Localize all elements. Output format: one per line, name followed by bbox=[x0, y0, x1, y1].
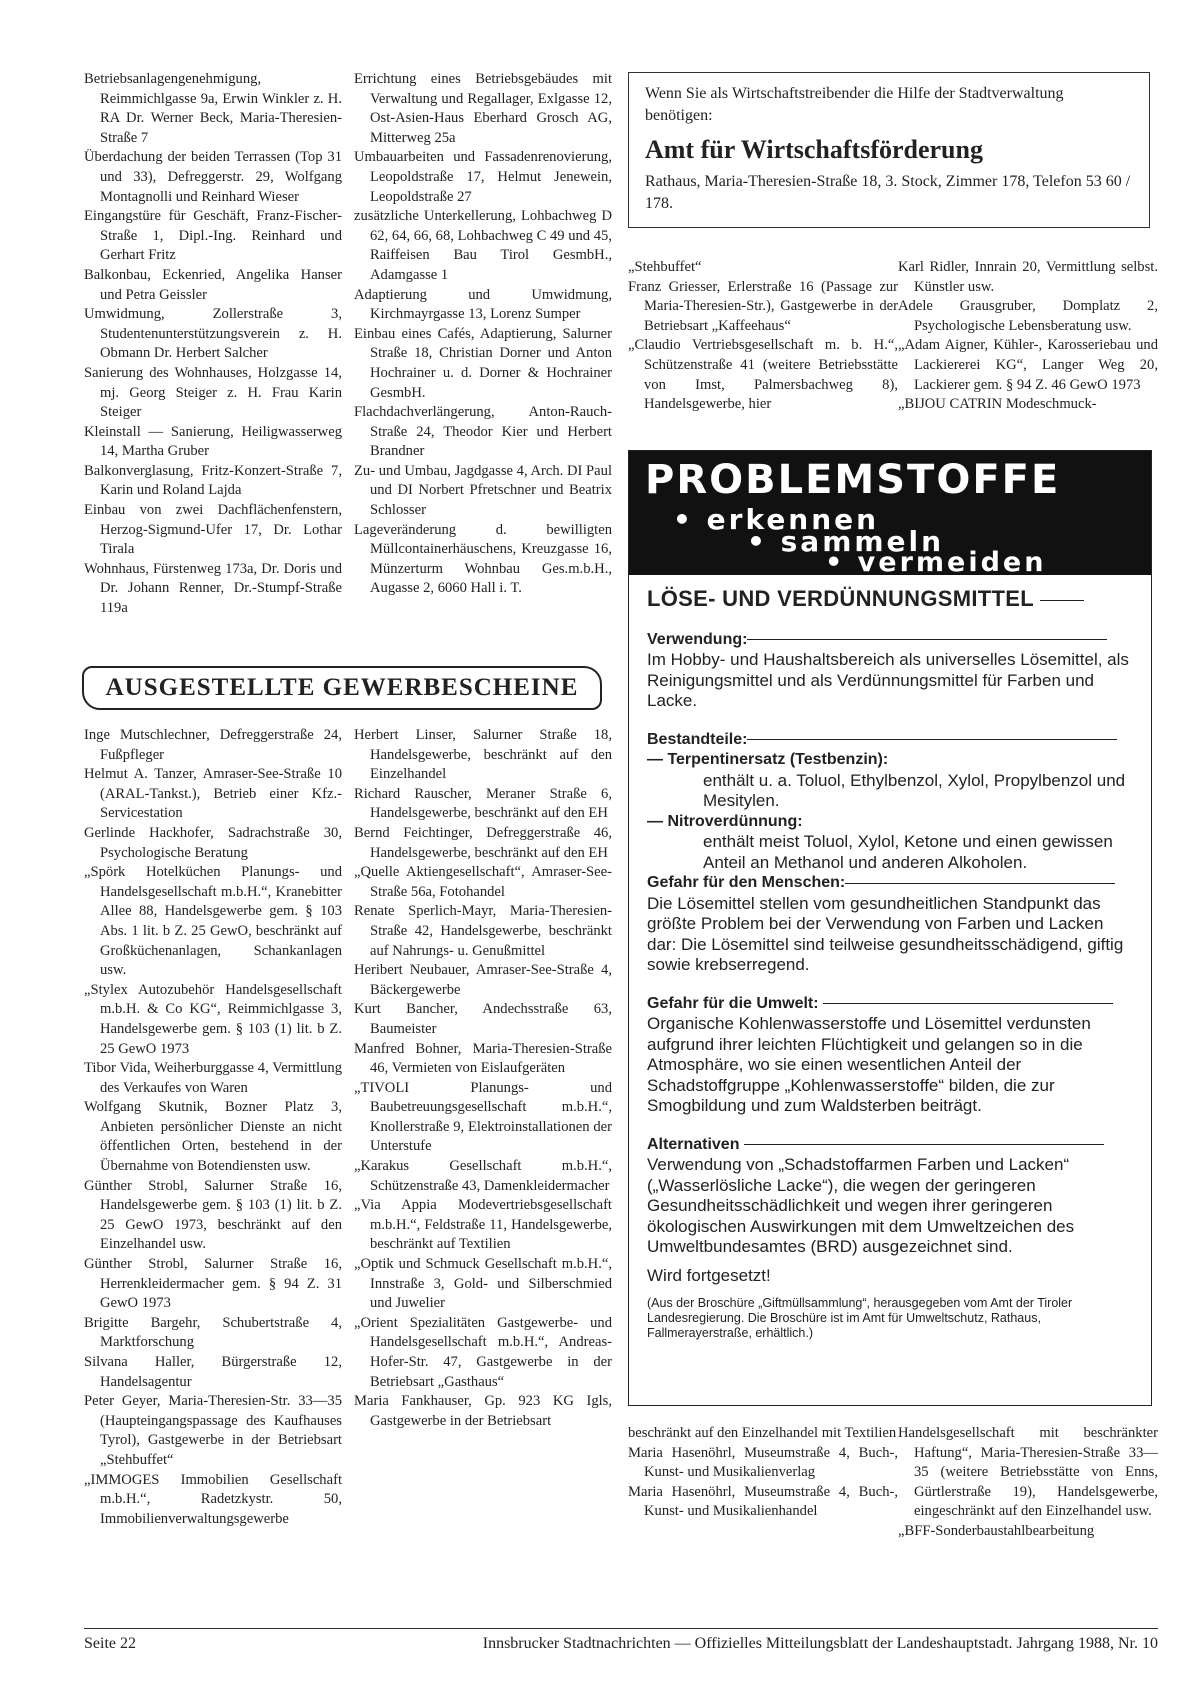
list-item: Silvana Haller, Bürgerstraße 12, Handelsagentur bbox=[84, 1354, 342, 1390]
section-heading-gewerbescheine: AUSGESTELLTE GEWERBESCHEINE bbox=[82, 666, 602, 710]
list-item: Adaptierung und Umwidmung, Kirchmayrgasse 13, Lorenz Sumper bbox=[354, 286, 612, 323]
problemstoffe-title: PROBLEMSTOFFE bbox=[645, 457, 1061, 503]
list-item: „Claudio Vertriebsgesellschaft m. b. H.“, Schützenstraße 41 (weitere Betriebsstätte von Imst, Palmersbachweg 8), Handelsgewerbe, hier bbox=[628, 337, 898, 413]
list-item: Günther Strobl, Salurner Straße 16, Handelsgewerbe gem. § 103 (1) lit. b Z. 25 GewO 1973, beschränkt auf den Einzelhandel usw. bbox=[84, 1177, 342, 1253]
list-item: Sanierung des Wohnhauses, Holzgasse 14, mj. Georg Steiger z. H. Frau Karin Steiger bbox=[84, 364, 342, 421]
source-note: (Aus der Broschüre „Giftmüllsammlung“, herausgegeben vom Amt der Tiroler Landesregierung. Die Broschüre ist im Amt für Umweltschutz, Rathaus, Fallmerayerstraße, erhältlich.) bbox=[647, 1296, 1073, 1340]
page-number: Seite 22 bbox=[84, 1635, 136, 1652]
list-item: „Via Appia Modevertriebsgesellschaft m.b.H.“, Feldstraße 11, Handelsgewerbe, beschränkt auf Textilien bbox=[354, 1197, 612, 1253]
amt-intro: Wenn Sie als Wirtschaftstreibender die Hilfe der Stadtverwaltung benötigen: bbox=[645, 85, 1064, 124]
list-item: Brigitte Bargehr, Schubertstraße 4, Marktforschung bbox=[84, 1314, 342, 1351]
list-item: Betriebsanlagengenehmigung, Reimmichlgasse 9a, Erwin Winkler z. H. RA Dr. Werner Beck, Maria-Theresien-Straße 7 bbox=[84, 71, 342, 146]
list-item: Franz Griesser, Erlerstraße 16 (Passage zur Maria-Theresien-Str.), Gastgewerbe in der Betriebsart „Kaffeehaus“ bbox=[628, 278, 898, 334]
list-item: „Karakus Gesellschaft m.b.H.“, Schützenstraße 43, Damenkleidermacher bbox=[354, 1158, 612, 1194]
list-item: „Quelle Aktiengesellschaft“, Amraser-See-Straße 56a, Fotohandel bbox=[354, 864, 612, 900]
list-item: Kleinstall — Sanierung, Heiligwasserweg 14, Martha Gruber bbox=[84, 423, 342, 460]
rule bbox=[747, 738, 1117, 740]
list-item: Zu- und Umbau, Jagdgasse 4, Arch. DI Paul und DI Norbert Pfretschner und Beatrix Schlosser bbox=[354, 462, 612, 519]
list-item: Maria Hasenöhrl, Museumstraße 4, Buch-, Kunst- und Musikalienhandel bbox=[628, 1483, 898, 1520]
list-item: Herbert Linser, Salurner Straße 18, Handelsgewerbe, beschränkt auf den Einzelhandel bbox=[354, 727, 612, 783]
list-item: Errichtung eines Betriebsgebäudes mit Verwaltung und Regallager, Exlgasse 12, Ost-Asien-Haus Eberhard Grosch AG, Mitterweg 25a bbox=[354, 71, 612, 146]
list-item: Adele Grausgruber, Domplatz 2, Psychologische Lebensberatung usw. bbox=[898, 298, 1158, 334]
bullet-sammeln: • sammeln bbox=[747, 525, 945, 558]
list-item: Umbauarbeiten und Fassadenrenovierung, Leopoldstraße 17, Helmut Jenewein, Leopoldstraße 27 bbox=[354, 149, 612, 205]
rule bbox=[747, 638, 1107, 640]
list-item: Bernd Feichtinger, Defreggerstraße 46, Handelsgewerbe, beschränkt auf den EH bbox=[354, 824, 612, 861]
list-item: Richard Rauscher, Meraner Straße 6, Handelsgewerbe, beschränkt auf den EH bbox=[354, 785, 612, 822]
list-item: „BIJOU CATRIN Modeschmuck- bbox=[898, 396, 1097, 413]
rule bbox=[845, 882, 1115, 884]
verwendung-text: Im Hobby- und Haushaltsbereich als universelles Lösemittel, als Reinigungsmittel und als Verdünnungsmittel für Farben und Lacke. bbox=[647, 650, 1129, 710]
list-item: Heribert Neubauer, Amraser-See-Straße 4, Bäckergewerbe bbox=[354, 962, 612, 998]
list-item: Maria Fankhauser, Gp. 923 KG Igls, Gastgewerbe in der Betriebsart bbox=[354, 1393, 612, 1429]
alternativen-text: Verwendung von „Schadstoffarmen Farben und Lacken“ („Wasserlösliche Lacke“), die wegen der geringeren Gesundheitsschädlichkeit und wegen ihrer geringeren ökologischen Auswirkungen mit dem Umweltzeichen des Umweltbundesamtes (BRD) ausgezeichnet sind. bbox=[647, 1155, 1075, 1256]
problemstoffe-body bbox=[629, 575, 1151, 1341]
verwendung-label: Verwendung: bbox=[647, 630, 1133, 651]
permits-column-2 bbox=[354, 70, 612, 599]
licenses-column-3b bbox=[898, 258, 1158, 415]
list-item: Gerlinde Hackhofer, Sadrachstraße 30, Psychologische Beratung bbox=[84, 824, 342, 861]
problemstoffe-heading: LÖSE- UND VERDÜNNUNGSMITTEL bbox=[647, 589, 1133, 610]
list-item: Inge Mutschlechner, Defreggerstraße 24, Fußpfleger bbox=[84, 727, 342, 763]
list-item: „Orient Spezialitäten Gastgewerbe- und Handelsgesellschaft m.b.H.“, Andreas-Hofer-Str. 47, Gastgewerbe in der Betriebsart „Gasthaus“ bbox=[354, 1314, 612, 1390]
permits-column-1 bbox=[84, 70, 342, 619]
licenses-column-3c bbox=[628, 1424, 898, 1522]
list-item: Handelsgesellschaft mit beschränkter Haftung“, Maria-Theresien-Straße 33—35 (weitere Betriebsstätte von Enns, Gürtlerstraße 19), Handelsgewerbe, eingeschränkt auf den Einzelhandel usw. bbox=[898, 1425, 1158, 1520]
alternativen-label: Alternativen bbox=[647, 1135, 1133, 1156]
list-item: „Optik und Schmuck Gesellschaft m.b.H.“, Innstraße 3, Gold- und Silberschmied und Juwelier bbox=[354, 1256, 612, 1312]
licenses-column-1 bbox=[84, 726, 342, 1529]
list-item: Wohnhaus, Fürstenweg 173a, Dr. Doris und Dr. Johann Renner, Dr.-Stumpf-Straße 119a bbox=[84, 560, 342, 617]
list-item: Eingangstüre für Geschäft, Franz-Fischer-Straße 1, Dipl.-Ing. Reinhard und Gerhart Fritz bbox=[84, 208, 342, 264]
heading-rule bbox=[1040, 599, 1084, 601]
nitro-text: enthält meist Toluol, Xylol, Ketone und einen gewissen Anteil an Methanol und anderen Alkoholen. bbox=[703, 832, 1113, 872]
mensch-label: Gefahr für den Menschen: bbox=[647, 873, 1133, 894]
page-footer bbox=[84, 1628, 1158, 1653]
amt-info-box bbox=[628, 72, 1150, 228]
mensch-text: Die Lösemittel stellen vom gesundheitlichen Standpunkt das größte Problem bei der Verwendung von Farben und Lacken dar: Die Lösemittel sind teilweise gesundheitsschädigend, giftig sowie krebserregend. bbox=[647, 893, 1124, 974]
list-item: Überdachung der beiden Terrassen (Top 31 und 33), Defreggerstr. 29, Wolfgang Montagnolli und Reinhard Wieser bbox=[84, 149, 342, 205]
licenses-column-3d bbox=[898, 1424, 1158, 1542]
list-item: Wolfgang Skutnik, Bozner Platz 3, Anbieten persönlicher Dienste an nicht öffentlichen Orten, bestehend in der Übernahme von Botendiensten usw. bbox=[84, 1099, 342, 1175]
list-item: Renate Sperlich-Mayr, Maria-Theresien-Straße 42, Handelsgewerbe, beschränkt auf Nahrungs- u. Genußmittel bbox=[354, 903, 612, 959]
list-item: „Stylex Autozubehör Handelsgesellschaft m.b.H. & Co KG“, Reimmichlgasse 3, Handelsgewerbe gem. § 103 (1) lit. b Z. 25 GewO 1973 bbox=[84, 981, 342, 1057]
continued-note: Wird fortgesetzt! bbox=[647, 1265, 771, 1285]
list-item: Manfred Bohner, Maria-Theresien-Straße 46, Vermieten von Eislaufgeräten bbox=[354, 1040, 612, 1077]
problemstoffe-box bbox=[628, 450, 1152, 1406]
list-item: Balkonverglasung, Fritz-Konzert-Straße 7, Karin und Roland Lajda bbox=[84, 462, 342, 499]
list-item: Einbau eines Cafés, Adaptierung, Salurner Straße 18, Christian Dorner und Anton Hochrainer u. d. Dorner & Hochrainer GesmbH. bbox=[354, 325, 612, 401]
list-item: beschränkt auf den Einzelhandel mit Textilien bbox=[628, 1425, 897, 1441]
list-item: Karl Ridler, Innrain 20, Vermittlung selbst. Künstler usw. bbox=[898, 259, 1158, 295]
list-item: Einbau von zwei Dachflächenfenstern, Herzog-Sigmund-Ufer 17, Dr. Lothar Tirala bbox=[84, 502, 342, 558]
list-item: Maria Hasenöhrl, Museumstraße 4, Buch-, Kunst- und Musikalienverlag bbox=[628, 1444, 898, 1481]
umwelt-text: Organische Kohlenwasserstoffe und Lösemittel verdunsten aufgrund ihrer leichten Flüchtigkeit und gelangen so in die Atmosphäre, wo sie einen wesentlichen Anteil der Schadstoffgruppe „Kohlenwasserstoffe“ bilden, die zur Smogbildung und zum Waldsterben beiträgt. bbox=[647, 1014, 1091, 1115]
list-item: Flachdachverlängerung, Anton-Rauch-Straße 24, Theodor Kier und Herbert Brandner bbox=[354, 404, 612, 460]
list-item: Helmut A. Tanzer, Amraser-See-Straße 10 (ARAL-Tankst.), Betrieb einer Kfz.-Servicestation bbox=[84, 766, 342, 822]
list-item: zusätzliche Unterkellerung, Lohbachweg D 62, 64, 66, 68, Lohbachweg C 49 und 45, Raiffeisen Bau Tirol GesmbH., Adamgasse 1 bbox=[354, 208, 612, 283]
list-item: Kurt Bancher, Andechsstraße 63, Baumeister bbox=[354, 1001, 612, 1037]
problemstoffe-header bbox=[629, 451, 1151, 578]
terpentin-label: — Terpentinersatz (Testbenzin): bbox=[647, 751, 889, 768]
list-item: „Adam Aigner, Kühler-, Karosseriebau und Lackiererei KG“, Langer Weg 20, Lackierer gem. § 94 Z. 46 GewO 1973 bbox=[898, 337, 1158, 393]
bullet-erkennen: • erkennen bbox=[673, 503, 880, 536]
licenses-column-2 bbox=[354, 726, 612, 1431]
publication-line: Innsbrucker Stadtnachrichten — Offizielles Mitteilungsblatt der Landeshauptstadt. Jahrgang 1988, Nr. 10 bbox=[482, 1635, 1158, 1652]
list-item: Peter Geyer, Maria-Theresien-Str. 33—35 (Haupteingangspassage des Kaufhauses Tyrol), Gastgewerbe in der Betriebsart „Stehbuffet“ bbox=[84, 1393, 342, 1468]
list-item: Balkonbau, Eckenried, Angelika Hanser und Petra Geissler bbox=[84, 266, 342, 303]
list-item: Lageveränderung d. bewilligten Müllcontainerhäuschens, Kreuzgasse 16, Münzerturm Wohnbau Ges.m.b.H., Augasse 2, 6060 Hall i. T. bbox=[354, 521, 612, 597]
licenses-column-3a bbox=[628, 258, 898, 415]
rule bbox=[823, 1002, 1113, 1004]
bestandteile-label: Bestandteile: bbox=[647, 730, 1133, 751]
list-item: Umwidmung, Zollerstraße 3, Studentenunterstützungsverein z. H. Obmann Dr. Herbert Salcher bbox=[84, 306, 342, 362]
list-item: Tibor Vida, Weiherburggasse 4, Vermittlung des Verkaufes von Waren bbox=[84, 1060, 342, 1096]
list-item: „IMMOGES Immobilien Gesellschaft m.b.H.“, Radetzkystr. 50, Immobilienverwaltungsgewerbe bbox=[84, 1471, 342, 1527]
nitro-label: — Nitroverdünnung: bbox=[647, 812, 803, 830]
list-item: „Spörk Hotelküchen Planungs- und Handelsgesellschaft m.b.H.“, Kranebitter Allee 88, Handelsgewerbe gem. § 103 Abs. 1 lit. b Z. 25 GewO, beschränkt auf Großküchenanlagen, Schankanlagen usw. bbox=[84, 864, 342, 979]
umwelt-label: Gefahr für die Umwelt: bbox=[647, 994, 1133, 1015]
list-item: Günther Strobl, Salurner Straße 16, Herrenkleidermacher gem. § 94 Z. 31 GewO 1973 bbox=[84, 1256, 342, 1312]
list-item: „TIVOLI Planungs- und Baubetreuungsgesellschaft m.b.H.“, Knollerstraße 9, Elektroinstallationen der Unterstufe bbox=[354, 1079, 612, 1155]
rule bbox=[744, 1143, 1104, 1145]
terpentin-text: enthält u. a. Toluol, Ethylbenzol, Xylol, Propylbenzol und Mesitylen. bbox=[703, 770, 1126, 810]
amt-address: Rathaus, Maria-Theresien-Straße 18, 3. Stock, Zimmer 178, Telefon 53 60 / 178. bbox=[645, 173, 1131, 212]
list-item: „BFF-Sonderbaustahlbearbeitung bbox=[898, 1522, 1095, 1539]
amt-title: Amt für Wirtschaftsförderung bbox=[645, 135, 983, 164]
list-item: „Stehbuffet“ bbox=[628, 259, 702, 275]
bullet-vermeiden: • vermeiden bbox=[825, 547, 1047, 578]
